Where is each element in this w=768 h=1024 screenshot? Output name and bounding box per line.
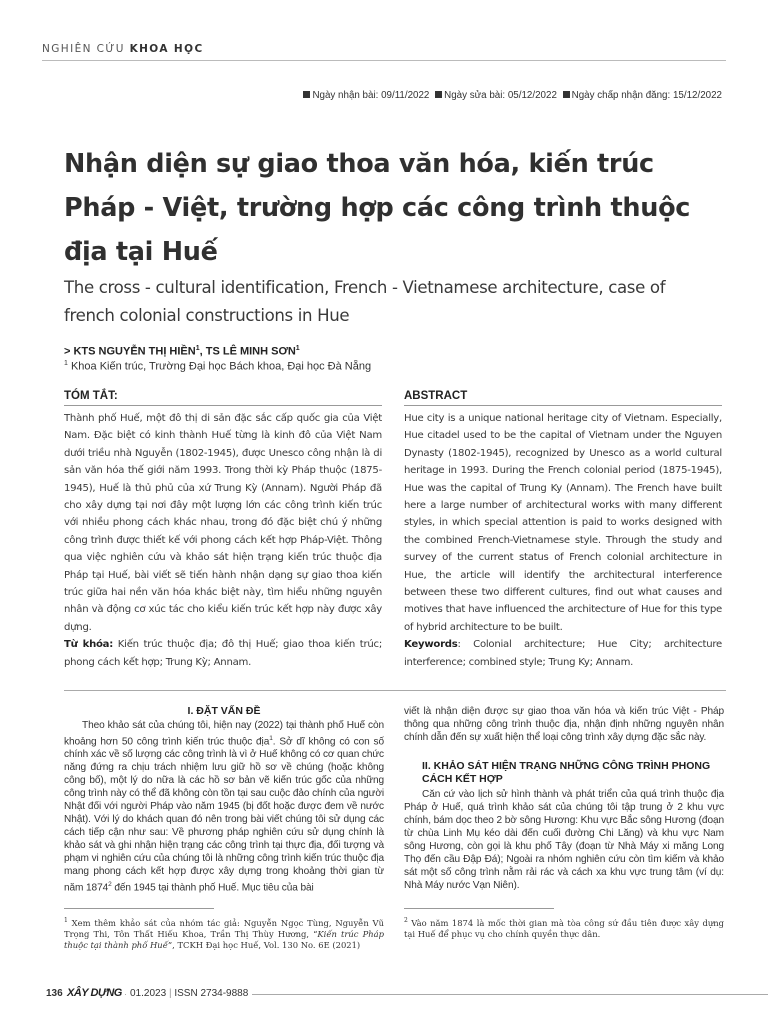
body-column-right bbox=[404, 705, 724, 892]
s1-text-b: . Sở dĩ không có con số chính xác về số lượng các công trình là vì ở Huế không có cơ quan chức năng đứng ra chịu trách nhiệm lưu giữ hồ sơ về chúng (hoặc không công bố), một lý do nữa là các hồ sơ bản vẽ kiến trúc gốc của những công trình này có thể đã không còn tồn tại sau cuộc đảo chính của người Nhật đối với người Pháp vào năm 1945 (bị đốt hoặc được đem về nước Nhật). Với lý do khách quan đó nên trong bài viết chúng tôi sử dụng các cách tiếp cận như sau: Về phương pháp nghiên cứu sử dụng chính là khảo sát và ghi nhận hiện trạng các công trình tại thực địa, đối tượng và phạm vi nghiên cứu của chúng tôi là những công trình kiến trúc thuộc địa mang phong cách kết hợp được xây dựng trong khoảng thời gian từ năm 1874 bbox=[64, 736, 384, 894]
article-title-en: The cross - cultural identification, French - Vietnamese architecture, case of french colonial constructions in Hue bbox=[64, 278, 666, 325]
author-1: > KTS NGUYỄN THỊ HIỀN bbox=[64, 345, 196, 358]
footnote-1 bbox=[64, 915, 384, 951]
keywords-en-label: Keywords bbox=[404, 639, 458, 651]
issn: ISSN 2734-9888 bbox=[174, 988, 249, 999]
footnote-rule-left bbox=[64, 908, 214, 909]
abstract-en-body: Hue city is a unique national heritage city of Vietnam. Especially, Hue citadel used to be the capital of Vietnam under the Nguyen Dynasty (1802-1945), recognized by Unesco as a world cultural heritage in 1993. During the French colonial period (1875-1945), Hue was the capital of Trung Ky (Annam). The French have built here a large number of architectural works with many different styles, in which special attention is paid to works designed with the combined French-Vietnamese style. Through the study and survey of the current status of French colonial architecture in Hue, the article will identify the architectural interference between these two different cultures, find out what causes and motives that have influenced the architecture of Hue for this type of hybrid architecture to be built. bbox=[404, 413, 722, 633]
page-number: 136 bbox=[46, 988, 66, 999]
body-column-left bbox=[64, 705, 384, 895]
author-1-sup: 1 bbox=[195, 345, 200, 352]
footnote-1-text: Xem thêm khảo sát của nhóm tác giả: Nguyễn Ngọc Tùng, Nguyễn Vũ Trọng Thi, Tôn Thất Hiếu Khoa, Trần Thị Thùy Hương, “ bbox=[64, 917, 384, 939]
footnote-2 bbox=[404, 915, 724, 940]
footnote-1-italic: Kiến trúc Pháp thuộc tại thành phố Huế bbox=[64, 928, 384, 950]
bullet-square-icon bbox=[435, 91, 442, 98]
keywords-en: : Colonial architecture; Hue City; architecture interference; combined style; Trung Ky; Annam. bbox=[404, 639, 722, 668]
issue-number: 01.2023 bbox=[130, 988, 167, 999]
section-label-bold: KHOA HỌC bbox=[129, 43, 204, 55]
section-2-paragraph: Căn cứ vào lịch sử hình thành và phát triển của quá trình thuộc địa Pháp ở Huế, quá trình khảo sát của chúng tôi tập trung ở 2 khu vực chính, bám dọc theo 2 bờ sông Hương: Khu vực Bắc sông Hương (đoạn từ chùa Linh Mụ kéo dài đến cuối đường Chi Lăng) và khu vực Nam sông Hương, còn gọi là khu phố Tây (đoạn từ Nhà Máy xi măng Long Thọ đến cầu Đập Đá); Ngoài ra nhóm nghiên cứu còn tìm kiếm và khảo sát một số công trình nằm rải rác và cách xa khu vực trung tâm (ví dụ: Nhà Máy nước Vạn Niên). bbox=[404, 789, 724, 891]
footnote-ref-1[interactable]: 1 bbox=[269, 735, 273, 742]
section-1-title: I. ĐẶT VẤN ĐỀ bbox=[187, 705, 261, 717]
article-title-vn: Nhận diện sự giao thoa văn hóa, kiến trúc Pháp - Việt, trường hợp các công trình thuộc địa tại Huế bbox=[64, 149, 691, 267]
date-accepted: Ngày chấp nhận đăng: 15/12/2022 bbox=[571, 90, 722, 101]
abstract-vn-text bbox=[64, 410, 382, 671]
page-footer bbox=[0, 988, 768, 1002]
footnote-ref-2[interactable]: 2 bbox=[108, 881, 112, 889]
issue-info bbox=[126, 988, 252, 999]
authors bbox=[64, 345, 300, 358]
footnote-2-text: Vào năm 1874 là mốc thời gian mà tòa công sứ đầu tiên được xây dựng tại Huế để phục vụ cho chính quyền thực dân. bbox=[404, 917, 724, 939]
abstract-vn-body: Thành phố Huế, một đô thị di sản đặc sắc cấp quốc gia của Việt Nam. Đặc biệt có kinh thành Huế từng là kinh đô của Việt Nam dưới triều nhà Nguyễn (1802-1945), được Unesco công nhận là di sản văn hóa thế giới năm 1993. Trong thời kỳ Pháp thuộc (1875-1945), Huế là thủ phủ của xứ Trung Kỳ (Annam). Người Pháp đã cho xây dựng tại nơi đây một lượng lớn các công trình kiến trúc với nhiều phong cách khác nhau, trong đó đặc biệt chú ý những công trình được thiết kế với phong cách kết hợp Pháp-Việt. Thông qua việc nghiên cứu và khảo sát hiện trạng kiến trúc thuộc địa Pháp tại Huế, bài viết sẽ tiến hành nhận dạng sự giao thoa kiến trúc giữa hai nền văn hóa khác biệt này, tìm hiểu những nguyên nhân và động cơ xúc tác cho kiểu kiến trúc kết hợp này được xây dựng. bbox=[64, 413, 382, 633]
keywords-vn-label: Từ khóa: bbox=[64, 639, 114, 651]
author-2-sup: 1 bbox=[295, 345, 300, 352]
header-rule bbox=[42, 60, 726, 61]
keywords-vn: Kiến trúc thuộc địa; đô thị Huế; giao thoa kiến trúc; phong cách kết hợp; Trung Kỳ; Annam. bbox=[64, 639, 382, 668]
footnote-1-end: ”, TCKH Đại học Huế, Vol. 130 No. 6E (2021) bbox=[167, 939, 361, 950]
footnote-rule-right bbox=[404, 908, 554, 909]
s1-text-c: đến 1945 tại thành phố Huế. Mục tiêu của bài bbox=[111, 882, 314, 894]
affiliation-sup: 1 bbox=[64, 360, 68, 367]
abstract-en-heading: ABSTRACT bbox=[404, 390, 722, 406]
bullet-square-icon bbox=[303, 91, 310, 98]
date-revised: Ngày sửa bài: 05/12/2022 bbox=[444, 90, 557, 101]
body-rule bbox=[64, 690, 726, 691]
affiliation bbox=[64, 360, 371, 373]
author-2: , TS LÊ MINH SƠN bbox=[199, 345, 296, 358]
section-1-paragraph bbox=[64, 719, 384, 895]
bullet-square-icon bbox=[563, 91, 570, 98]
article-dates bbox=[300, 90, 722, 101]
section-2-title: II. KHẢO SÁT HIỆN TRẠNG NHỮNG CÔNG TRÌNH PHONG CÁCH KẾT HỢP bbox=[422, 760, 711, 785]
magazine-name: XÂY DỰNG bbox=[64, 987, 125, 999]
footnote-1-sup: 1 bbox=[64, 917, 68, 924]
affiliation-text: Khoa Kiến trúc, Trường Đại học Bách khoa, Đại học Đà Nẵng bbox=[67, 360, 372, 373]
section-label-light: NGHIÊN CỨU bbox=[42, 43, 130, 55]
date-received: Ngày nhận bài: 09/11/2022 bbox=[312, 90, 430, 101]
footnote-2-sup: 2 bbox=[404, 917, 408, 924]
abstract-en bbox=[404, 390, 722, 671]
footer-separator: | bbox=[168, 988, 172, 999]
abstract-vn bbox=[64, 390, 382, 671]
s1-text-a: Theo khảo sát của chúng tôi, hiện nay (2022) tại thành phố Huế còn khoảng hơn 50 công trình kiến trúc thuộc địa bbox=[64, 720, 384, 748]
abstract-vn-heading: TÓM TẮT: bbox=[64, 390, 382, 406]
section-label bbox=[42, 43, 204, 55]
abstract-en-text bbox=[404, 410, 722, 671]
section-1-continued: viết là nhận diện được sự giao thoa văn hóa và kiến trúc Việt - Pháp thông qua những công trình thuộc địa, nhận định những nguyên nhân chính dẫn đến sự xuất hiện thể loại công trình xây dựng đặc sắc này. bbox=[404, 706, 724, 743]
